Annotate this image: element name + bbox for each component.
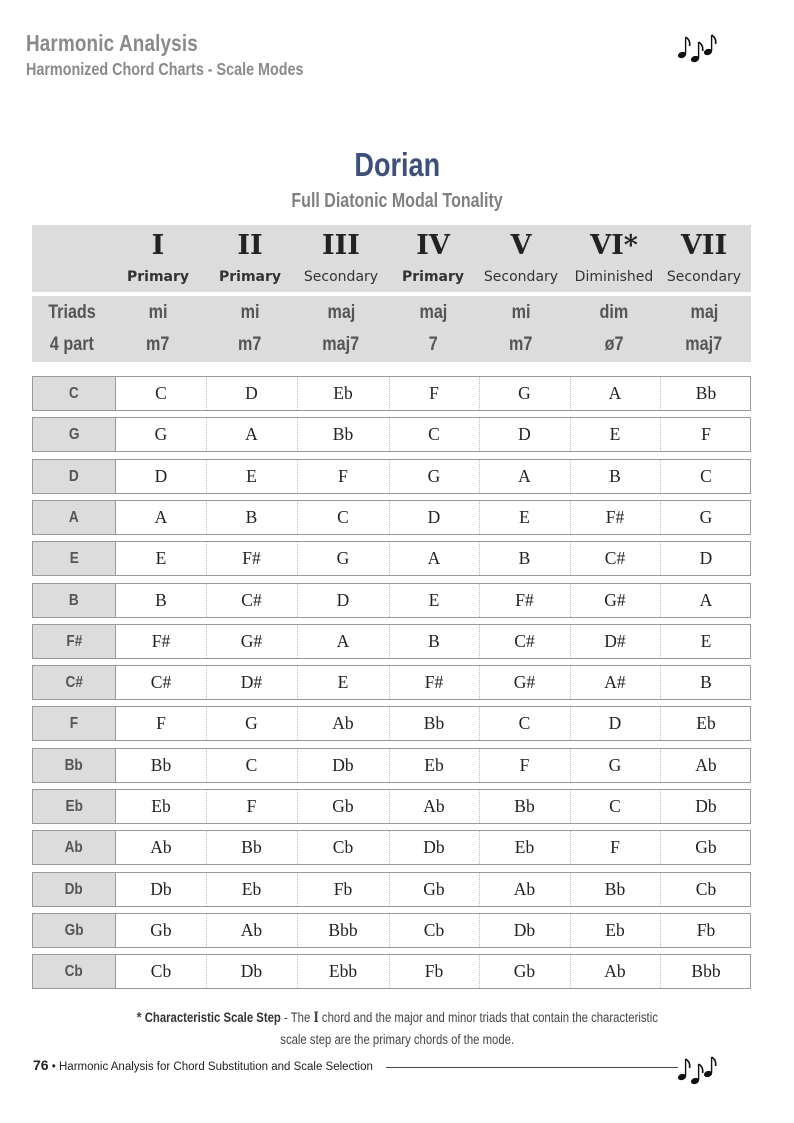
chord-cell: G [154, 424, 168, 444]
chord-cell: Bb [695, 383, 717, 403]
footnote-heading: Characteristic Scale Step [144, 1010, 281, 1025]
table-row [32, 541, 751, 576]
chord-cell: Bbb [328, 920, 358, 940]
chord-cell: C# [150, 672, 172, 692]
degree-role: Secondary [666, 269, 742, 285]
table-row [32, 376, 751, 411]
triads-label: Triads [48, 302, 96, 323]
chord-cell: F [701, 424, 711, 444]
degree-role: Diminished [574, 269, 654, 285]
table-row [32, 830, 751, 865]
chord-cell: F [156, 713, 166, 733]
row-key-label: Gb [33, 914, 116, 947]
footnote [0, 1007, 794, 1051]
chord-cell: F [429, 383, 439, 403]
four-part-quality: m7 [238, 334, 262, 355]
table-row [32, 624, 751, 659]
triad-quality: maj [419, 302, 447, 323]
chord-cell: G# [604, 590, 626, 610]
chord-cell: D# [240, 672, 263, 692]
degree-numeral: VI* [590, 230, 638, 261]
table-row [32, 706, 751, 741]
chord-cell: G [427, 466, 441, 486]
chord-cell: B [518, 548, 531, 568]
degree-numeral: I [151, 230, 165, 261]
chord-cell: Ab [604, 961, 626, 981]
triad-quality: mi [148, 302, 168, 323]
row-key-label: Db [33, 873, 116, 906]
degree-role: Primary [126, 269, 190, 285]
chord-cell: Gb [513, 961, 536, 981]
chord-cell: Db [423, 837, 445, 857]
chord-cell: F [246, 796, 257, 816]
section-title: Harmonic Analysis [26, 30, 198, 56]
degree-numeral: IV [416, 230, 450, 261]
chord-cell: F [519, 755, 530, 775]
row-key-label: D [33, 460, 116, 493]
chord-cell: Bbb [691, 961, 721, 981]
four-part-quality: m7 [146, 334, 170, 355]
chord-cell: Bb [332, 424, 354, 444]
degree-numeral: II [237, 230, 263, 261]
chord-cell: Ab [695, 755, 717, 775]
chord-cell: Bb [514, 796, 535, 816]
chord-cell: Cb [695, 879, 717, 899]
chord-cell: F [610, 837, 620, 857]
table-row [32, 500, 751, 535]
chord-cell: C# [604, 548, 626, 568]
chord-cell: Bb [423, 713, 445, 733]
chord-cell: E [700, 631, 712, 651]
chord-cell: Ab [332, 713, 354, 733]
chord-cell: A# [604, 672, 626, 692]
chord-cell: D [245, 383, 258, 403]
chord-cell: G [245, 713, 258, 733]
row-key-label: F# [33, 625, 116, 658]
chord-cell: Eb [151, 796, 171, 816]
chord-cell: D [154, 466, 168, 486]
chord-cell: C [245, 755, 258, 775]
chord-cell: Bb [241, 837, 262, 857]
table-row [32, 954, 751, 989]
footnote-star: * [136, 1009, 142, 1026]
chord-cell: C# [241, 590, 262, 610]
degree-numeral: III [322, 230, 360, 261]
row-key-label: Bb [33, 749, 116, 782]
row-key-label: G [33, 418, 116, 451]
chord-cell: A [245, 424, 258, 444]
music-notes-icon [676, 1055, 718, 1085]
chord-cell: D [427, 507, 441, 527]
table-row [32, 459, 751, 494]
chord-cell: E [337, 672, 349, 692]
chord-cell: Eb [605, 920, 625, 940]
four-part-quality: 7 [428, 334, 438, 355]
chord-cell: Fb [696, 920, 716, 940]
degree-numeral: V [510, 230, 532, 261]
chord-cell: Db [695, 796, 717, 816]
table-row [32, 789, 751, 824]
degree-role: Primary [218, 269, 282, 285]
chord-cell: A [427, 548, 441, 568]
mode-title: Dorian [354, 146, 440, 183]
mode-subtitle: Full Diatonic Modal Tonality [291, 190, 503, 212]
chord-cell: D [336, 590, 350, 610]
chord-cell: Bb [150, 755, 172, 775]
table-row [32, 417, 751, 452]
chord-cell: C [155, 383, 167, 403]
book-title: Harmonic Analysis for Chord Substitution and Scale Selection [59, 1061, 373, 1073]
chord-cell: Bb [604, 879, 626, 899]
footnote-text-a: - The [280, 1010, 314, 1025]
chord-cell: Ab [150, 837, 172, 857]
chord-cell: G [608, 755, 622, 775]
chord-cell: C [518, 713, 531, 733]
degree-numeral: VII [680, 230, 728, 261]
triad-quality: dim [599, 302, 629, 323]
table-row [32, 665, 751, 700]
chord-cell: D [518, 424, 531, 444]
chord-cell: Cb [423, 920, 445, 940]
chord-cell: Ab [513, 879, 536, 899]
chord-cell: C [700, 466, 712, 486]
chord-cell: Cb [332, 837, 354, 857]
triad-quality: maj [690, 302, 718, 323]
chord-cell: Cb [150, 961, 172, 981]
chord-cell: D [699, 548, 713, 568]
chord-cell: E [428, 590, 440, 610]
chord-cell: Gb [332, 796, 354, 816]
chord-cell: Ab [240, 920, 263, 940]
chord-cell: A [154, 507, 168, 527]
table-row [32, 913, 751, 948]
chord-cell: C [337, 507, 349, 527]
chord-cell: Eb [696, 713, 716, 733]
chord-cell: A [608, 383, 622, 403]
chord-cell: G# [513, 672, 536, 692]
chord-cell: F# [424, 672, 444, 692]
table-row [32, 748, 751, 783]
footer-bullet: • [48, 1061, 59, 1073]
four-part-quality: maj7 [322, 334, 360, 355]
row-key-label: Ab [33, 831, 116, 864]
four-part-quality: m7 [509, 334, 533, 355]
chord-cell: D [608, 713, 622, 733]
chord-cell: Db [513, 920, 536, 940]
degree-role: Secondary [483, 269, 559, 285]
chord-cell: F# [605, 507, 625, 527]
chord-cell: A [518, 466, 531, 486]
chord-cell: Ab [423, 796, 445, 816]
triad-quality: mi [240, 302, 260, 323]
chord-cell: E [246, 466, 257, 486]
chord-cell: G [699, 507, 713, 527]
page-number: 76 [33, 1057, 49, 1073]
chord-cell: Eb [333, 383, 353, 403]
triad-quality: maj [327, 302, 355, 323]
four-part-quality: maj7 [685, 334, 723, 355]
footnote-text-b: chord and the major and minor triads that contain the characteristic [318, 1010, 658, 1025]
triad-quality: mi [511, 302, 531, 323]
row-key-label: Eb [33, 790, 116, 823]
section-subtitle: Harmonized Chord Charts - Scale Modes [26, 59, 304, 79]
chord-cell: Fb [333, 879, 353, 899]
chord-cell: Gb [423, 879, 445, 899]
chord-cell: F# [515, 590, 534, 610]
chord-cell: F# [242, 548, 261, 568]
chord-cell: C [609, 796, 621, 816]
chord-cell: Eb [424, 755, 444, 775]
chord-cell: E [609, 424, 621, 444]
chord-cell: A [336, 631, 350, 651]
chord-cell: A [699, 590, 713, 610]
degree-role: Primary [401, 269, 465, 285]
page-footer [33, 1057, 373, 1073]
row-key-label: C [33, 377, 116, 410]
footnote-line2: scale step are the primary chords of the mode. [280, 1032, 514, 1047]
four-part-quality: ø7 [604, 334, 624, 355]
chord-cell: E [155, 548, 167, 568]
chord-cell: Db [150, 879, 172, 899]
chord-cell: B [155, 590, 167, 610]
chord-cell: F# [151, 631, 171, 651]
chord-cell: Fb [424, 961, 444, 981]
chord-cell: B [428, 631, 440, 651]
chord-cell: B [245, 507, 258, 527]
degree-role: Secondary [303, 269, 379, 285]
chord-cell: F [338, 466, 348, 486]
chord-cell: Gb [150, 920, 172, 940]
row-key-label: Cb [33, 955, 116, 988]
row-key-label: A [33, 501, 116, 534]
chord-cell: Eb [514, 837, 535, 857]
footer-rule [386, 1067, 678, 1068]
chord-cell: G [518, 383, 531, 403]
chord-cell: Db [332, 755, 354, 775]
four-part-label: 4 part [50, 334, 94, 355]
chord-cell: Ebb [328, 961, 358, 981]
chord-cell: B [609, 466, 621, 486]
footnote-roman: I [313, 1010, 319, 1026]
music-notes-icon [676, 33, 718, 63]
row-key-label: B [33, 584, 116, 617]
table-row [32, 583, 751, 618]
chord-cell: Eb [241, 879, 262, 899]
chord-cell: E [519, 507, 530, 527]
chord-cell: B [700, 672, 712, 692]
row-key-label: C# [33, 666, 116, 699]
table-row [32, 872, 751, 907]
row-key-label: E [33, 542, 116, 575]
row-key-label: F [33, 707, 116, 740]
chord-cell: D# [604, 631, 626, 651]
chord-cell: Db [240, 961, 263, 981]
chord-cell: G# [240, 631, 263, 651]
chord-cell: Gb [695, 837, 717, 857]
chord-cell: G [336, 548, 350, 568]
chord-cell: C [428, 424, 440, 444]
chord-cell: C# [514, 631, 535, 651]
